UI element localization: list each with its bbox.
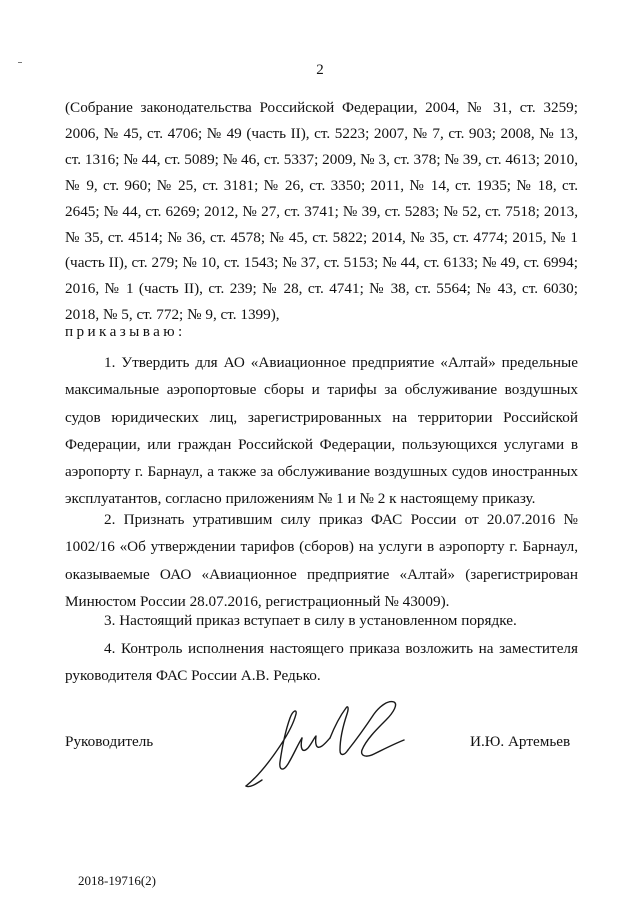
page-number: 2 [316, 62, 324, 78]
order-word: приказываю: [65, 323, 186, 340]
legal-references-paragraph: (Собрание законодательства Российской Федерации, 2004, № 31, ст. 3259; 2006, № 45, ст. 4706; № 49 (часть II), ст. 5223; 2007, № 7, ст. 903; 2008, № 13, ст. 1316; № 44, ст. 5089; № 46, ст. 5337; 2009, № 3, ст. 378; № 39, ст. 4613; 2010, № 9, ст. 960; № 25, ст. 3181; № 26, ст. 3350; 2011, № 14, ст. 1935; № 18, ст. 2645; № 44, ст. 6269; 2012, № 27, ст. 3741; № 39, ст. 5283; № 52, ст. 7518; 2013, № 35, ст. 4514; № 36, ст. 4578; № 45, ст. 5822; 2014, № 35, ст. 4774; 2015, № 1 (часть II), ст. 279; № 10, ст. 1543; № 37, ст. 5153; № 44, ст. 6133; № 49, ст. 6994; 2016, № 1 (часть II), ст. 239; № 28, ст. 4741; № 38, ст. 5564; № 43, ст. 6030; 2018, № 5, ст. 772; № 9, ст. 1399), [65, 99, 578, 324]
handwritten-signature [236, 688, 416, 798]
order-item-1: 1. Утвердить для АО «Авиационное предприятие «Алтай» предельные максимальные аэропортовые сборы и тарифы за обслуживание воздушных судов юридических лиц, зарегистрированных на территории Российской Федерации, или граждан Российской Федерации, пользующихся услугами в аэропорту г. Барнаул, а также за обслуживание воздушных судов иностранных эксплуатантов, согласно приложениям № 1 и № 2 к настоящему приказу. [65, 354, 578, 508]
document-code: 2018-19716(2) [78, 873, 156, 888]
order-item-2: 2. Признать утратившим силу приказ ФАС России от 20.07.2016 № 1002/16 «Об утверждении тарифов (сборов) на услуги в аэропорту г. Барнаул, оказываемые ОАО «Авиационное предприятие «Алтай» (зарегистрирован Минюстом России 28.07.2016, регистрационный № 43009). [65, 511, 578, 610]
signer-position: Руководитель [65, 733, 154, 750]
order-item-4: 4. Контроль исполнения настоящего приказа возложить на заместителя руководителя ФАС России А.В. Редько. [65, 640, 578, 685]
signer-name: И.Ю. Артемьев [470, 733, 571, 750]
order-item-3: 3. Настоящий приказ вступает в силу в установленном порядке. [104, 612, 517, 629]
